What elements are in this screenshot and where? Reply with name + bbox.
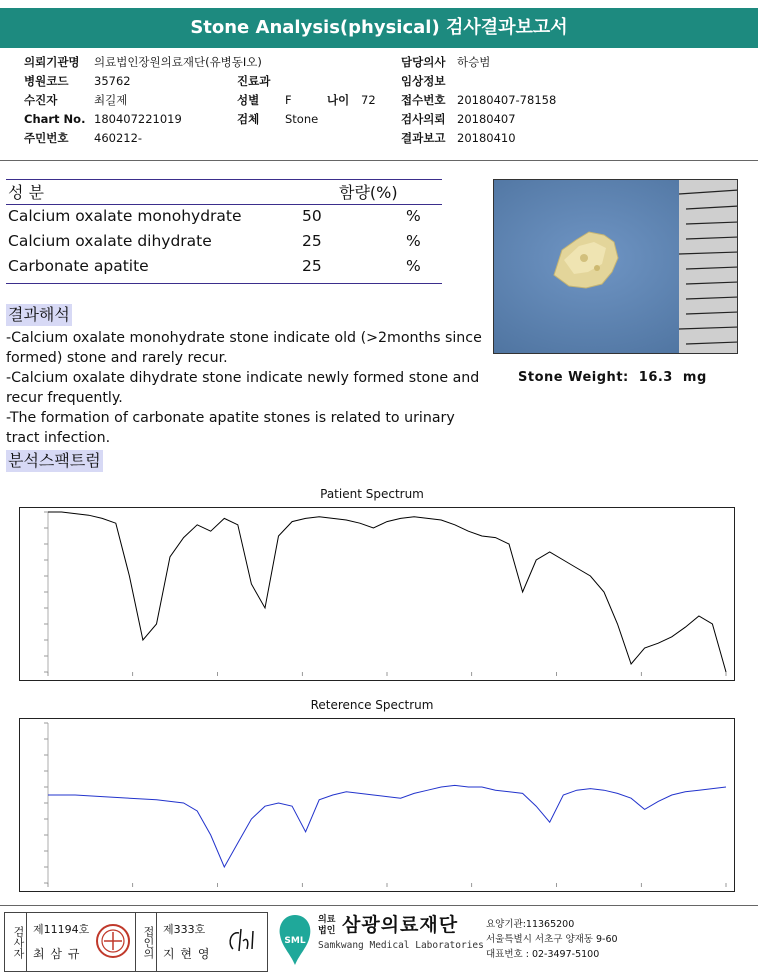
institution-code: 요양기관:11365200: [486, 919, 575, 930]
interpretation-heading: 결과해석: [8, 305, 70, 324]
doctor-signature-icon: [223, 923, 263, 959]
sml-logo-icon: [274, 913, 316, 967]
patient-spectrum-svg: [20, 508, 734, 680]
table-row: [0, 257, 440, 282]
stone-weight: Stone Weight: 16.3 mg: [518, 370, 707, 385]
info-key: 결과보고: [401, 131, 446, 145]
info-value: Stone: [285, 112, 319, 126]
reference-spectrum-chart: [19, 718, 735, 892]
reference-spectrum-svg: [20, 719, 734, 891]
component-amount: 50: [302, 207, 322, 225]
examiner-label: 검사자: [5, 913, 27, 971]
stone-photo-graphic: [494, 180, 738, 354]
doctor-label: 접인의: [135, 913, 157, 971]
corp-label: 의료법인: [318, 915, 336, 936]
patient-spectrum-chart: [19, 507, 735, 681]
info-col-3: [401, 53, 556, 148]
info-value: 20180407: [457, 112, 516, 126]
info-col-1: [24, 53, 262, 148]
comp-header-name: 성 분: [8, 183, 44, 202]
component-unit: %: [406, 207, 421, 225]
info-key: 검사의뢰: [401, 112, 446, 126]
info-key: 병원코드: [24, 74, 69, 88]
doctor-name: 지 현 영: [163, 947, 211, 961]
info-divider: [0, 160, 758, 161]
info-col-2: [237, 72, 376, 129]
composition-table: [0, 207, 442, 283]
organization-name-en: Samkwang Medical Laboratories: [318, 940, 484, 951]
table-row: [0, 232, 440, 257]
patient-spectrum-title: Patient Spectrum: [320, 487, 424, 501]
examiner-license: 제11194호: [33, 923, 90, 936]
age-key: 나이: [327, 93, 350, 107]
info-value: 최길제: [94, 93, 128, 107]
spectrum-heading: 분석스팩트럼: [8, 451, 101, 470]
info-value: F: [285, 93, 292, 107]
info-value: 하승범: [457, 55, 491, 69]
footer-divider: [0, 905, 758, 906]
table-header-rule: [6, 204, 442, 205]
report-title: Stone Analysis(physical) 검사결과보고서: [0, 8, 758, 48]
info-key: Chart No.: [24, 112, 86, 126]
examiner-name: 최 삼 규: [33, 947, 81, 961]
interpretation-line: -Calcium oxalate monohydrate stone indicate old (>2months since formed) stone and rarely recur.: [6, 330, 482, 366]
info-key: 담당의사: [401, 55, 446, 69]
info-key: 수진자: [24, 93, 58, 107]
info-key: 검체: [237, 112, 260, 126]
info-value: 20180407-78158: [457, 93, 557, 107]
examiner-seal-icon: [95, 923, 131, 959]
organization-name: 삼광의료재단: [342, 914, 459, 936]
interpretation-line: -The formation of carbonate apatite stones is related to urinary tract infection.: [6, 410, 455, 446]
info-value: 20180410: [457, 131, 516, 145]
info-value: 460212-: [94, 131, 143, 145]
component-unit: %: [406, 232, 421, 250]
info-key: 성별: [237, 93, 260, 107]
signature-box: [4, 912, 268, 972]
info-key: 진료과: [237, 74, 271, 88]
component-name: Calcium oxalate dihydrate: [8, 232, 212, 250]
component-name: Carbonate apatite: [8, 257, 149, 275]
component-name: Calcium oxalate monohydrate: [8, 207, 242, 225]
phone: 대표번호 : 02-3497-5100: [486, 949, 600, 960]
reference-spectrum-title: Reterence Spectrum: [310, 698, 434, 712]
address: 서울특별시 서초구 양재동 9-60: [486, 934, 618, 945]
info-key: 임상정보: [401, 74, 446, 88]
logo-text: SML: [284, 936, 306, 946]
info-value: 180407221019: [94, 112, 182, 126]
component-unit: %: [406, 257, 421, 275]
spectrum-line: [48, 512, 726, 672]
info-key: 주민번호: [24, 131, 69, 145]
doctor-license: 제333호: [163, 923, 206, 936]
info-key: 의뢰기관명: [24, 55, 80, 69]
component-amount: 25: [302, 232, 322, 250]
info-value: 의료법인장원의료재단(유병동I오): [94, 55, 262, 69]
spectrum-line: [48, 785, 726, 867]
interpretation-text: [6, 328, 486, 448]
component-amount: 25: [302, 257, 322, 275]
organization-info: [486, 917, 618, 962]
info-key: 접수번호: [401, 93, 446, 107]
info-value: 35762: [94, 74, 131, 88]
table-bottom-rule: [6, 283, 442, 284]
age-value: 72: [361, 93, 376, 107]
comp-header-amount: 함량(%): [339, 183, 398, 202]
interpretation-line: -Calcium oxalate dihydrate stone indicate newly formed stone and recur frequently.: [6, 370, 480, 406]
table-row: [0, 207, 440, 232]
stone-photo: [493, 179, 738, 354]
